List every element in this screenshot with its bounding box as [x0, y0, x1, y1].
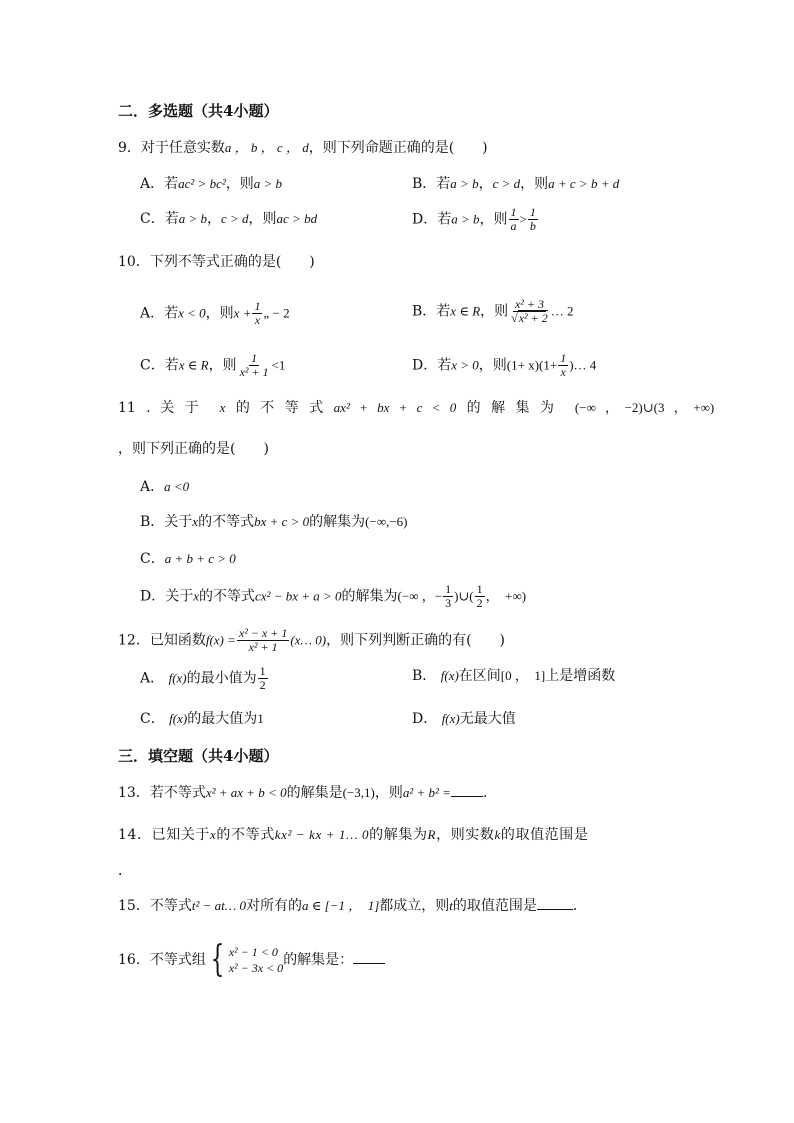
q13-answer-blank[interactable]: [451, 784, 483, 797]
q16-row-1: x² − 1 < 0: [228, 945, 278, 959]
q9-a-math1: ac² > bc²: [178, 176, 226, 191]
q10-b-sqrt: x² + 2: [518, 311, 548, 325]
q12-option-d: [412, 709, 516, 729]
q12-stem-b: ，则下列判断正确的有( ): [326, 632, 506, 649]
q12-d-text: 无最大值: [459, 711, 516, 727]
q10-d-math2: (1+ x)(1+: [506, 357, 558, 373]
q12-d-label: D．: [412, 711, 438, 727]
q11-b-post: 的解集为: [309, 514, 366, 530]
q11-option-d: [140, 583, 526, 610]
q11-inequality: ax² + bx + c < 0: [333, 400, 457, 415]
section-heading-fill-in: 三．填空题（共4小题）: [118, 747, 279, 765]
q12-f-den: x² + 1: [248, 640, 278, 654]
q11-b-x: x: [192, 514, 199, 529]
q10-d-math1: x > 0: [451, 357, 479, 373]
q10-d-text: ，则: [478, 357, 507, 374]
q12-c-label: C．: [140, 711, 165, 727]
q9-stem-tail: ，则下列命题正确的是( ): [308, 140, 488, 156]
q9-a-label: A．若: [140, 176, 179, 192]
q10-a-math2: x +: [233, 305, 252, 321]
q9-d-f2-den: b: [529, 219, 536, 233]
q11-stem-continued: ，则下列正确的是( ): [118, 441, 269, 457]
q12-option-b: [412, 666, 615, 686]
q9-stem-text: 9．对于任意实数: [118, 140, 225, 156]
q9-b-math2: c > d: [492, 176, 521, 191]
q10-b-label: B．若: [412, 303, 451, 320]
q10-a-f-num: 1: [254, 299, 261, 313]
q12-domain: (x… 0): [290, 632, 327, 648]
q12-b-interval: [0 ， 1]: [500, 668, 546, 683]
q13-end: ．: [482, 785, 497, 801]
q9-a-math2: a > b: [253, 176, 283, 191]
q11-d-post: 的解集为: [341, 588, 398, 605]
q12-f-num: x² − x + 1: [238, 626, 288, 640]
q14-x: x: [210, 827, 217, 842]
q14-text-a: 14．已知关于: [118, 827, 211, 843]
q10-b-math1: x ∈ R: [450, 303, 481, 319]
q10-d-f-num: 1: [560, 351, 567, 365]
q14-k: k: [494, 827, 501, 842]
q9-c-math3: ac > bd: [276, 211, 318, 226]
q12-fx: f(x) =: [205, 632, 236, 648]
q13-text-c: ，则: [374, 785, 403, 801]
q10-b-text: ，则: [480, 303, 509, 320]
q10-d-label: D．若: [412, 357, 452, 374]
q10-a-math3: „ − 2: [263, 305, 290, 321]
q15-text-d: 的取值范围是: [452, 898, 537, 914]
q15-text-b: 对所有的: [246, 898, 303, 914]
q10-c-math1: x ∈ R: [178, 357, 209, 373]
q12-b-fx: f(x): [440, 668, 459, 683]
question-12-stem: [118, 627, 505, 654]
q11-d-f1-den: 3: [445, 596, 452, 610]
q10-option-d: [412, 352, 596, 379]
q11-d-fraction-1: [443, 583, 453, 610]
q15-t: t: [449, 898, 453, 913]
q10-option-a: [140, 300, 290, 327]
q9-d-fraction-1: [509, 206, 519, 233]
left-brace-icon: {: [210, 939, 225, 980]
q10-b-f-num: x² + 3: [514, 297, 544, 311]
q10-c-text: ，则: [208, 357, 237, 374]
q15-text-a: 15．不等式: [118, 898, 192, 914]
q11-d-math: cx² − bx + a > 0: [255, 588, 342, 604]
q14-text-e: 的取值范围是: [500, 827, 589, 843]
q12-b-label: B．: [412, 668, 437, 684]
q9-b-math3: a + c > b + d: [548, 176, 620, 191]
q11-a-label: A．: [140, 479, 165, 495]
q12-b-text: 在区间: [458, 668, 501, 684]
q11-d-set-3: ， +∞): [485, 588, 527, 604]
q9-option-d: [412, 206, 539, 233]
q12-c-text: 的最大值为: [187, 711, 258, 727]
q10-c-f-num: 1: [251, 351, 258, 365]
q13-math1: x² + ax + b < 0: [205, 785, 287, 800]
q11-b-text: 的不等式: [198, 514, 255, 530]
q9-d-f1-num: 1: [510, 205, 517, 219]
q9-b-sep: ，: [478, 176, 493, 192]
q14-end: ．: [118, 863, 132, 879]
question-16: [118, 939, 385, 980]
q9-b-text: ，则: [520, 176, 549, 192]
q11-d-text: 的不等式: [199, 588, 256, 605]
q10-c-f-den: x² + 1: [239, 365, 269, 379]
q11-c-math: a + b + c > 0: [164, 551, 236, 566]
q11-solution-set: (−∞ ， −2)∪(3 ， +∞): [574, 400, 715, 415]
q9-c-text: ，则: [248, 211, 277, 227]
q15-math2: a ∈ [−1 ， 1]: [302, 898, 380, 913]
q14-R: R: [427, 827, 437, 842]
q16-row-2: x² − 3x < 0: [228, 961, 284, 975]
q11-var-x: x: [219, 400, 226, 415]
q9-d-f1-den: a: [510, 219, 517, 233]
q10-d-f-den: x: [560, 365, 566, 379]
q14-text-b: 的不等式: [216, 827, 275, 843]
q12-b-post: 上是增函数: [545, 668, 616, 684]
q12-a-fraction: [258, 665, 268, 692]
q14-text-d: ，则实数: [436, 827, 495, 843]
q10-c-label: C．若: [140, 357, 179, 374]
q9-d-math1: a > b: [451, 211, 480, 227]
q10-option-b: [412, 298, 574, 325]
q11-d-f1-num: 1: [445, 582, 452, 596]
q13-text-a: 13．若不等式: [118, 785, 206, 801]
q9-d-label: D．若: [412, 211, 452, 228]
q9-option-a: [140, 174, 282, 194]
question-10-stem: 10．下列不等式正确的是( ): [118, 254, 315, 270]
q14-text-c: 的解集为: [369, 827, 428, 843]
section-heading-multiple-choice: 二．多选题（共4小题）: [118, 102, 279, 120]
q10-a-fraction: [252, 300, 262, 327]
q11-stem-a: 11 ．关 于: [118, 400, 199, 416]
q9-d-f2-num: 1: [529, 205, 536, 219]
q13-math2: (−3,1): [342, 785, 375, 800]
q10-d-math3: )… 4: [569, 357, 597, 373]
q11-c-label: C．: [140, 551, 165, 567]
q12-a-f-den: 2: [259, 678, 266, 692]
q9-option-b: [412, 174, 619, 194]
q10-a-f-den: x: [254, 313, 261, 327]
q16-answer-blank[interactable]: [353, 951, 385, 964]
q11-d-label: D．关于: [140, 588, 194, 605]
q16-text-a: 16．不等式组: [118, 952, 206, 968]
q11-a-math: a <0: [164, 479, 190, 494]
q11-option-b: [140, 512, 408, 532]
q10-option-c: [140, 352, 285, 379]
q10-b-math2: … 2: [550, 303, 574, 319]
q12-option-a: [140, 665, 269, 692]
q9-a-text: ，则: [225, 176, 254, 192]
q10-c-fraction: [238, 352, 271, 379]
q11-d-f2-num: 1: [476, 582, 483, 596]
q11-b-label: B．关于: [140, 514, 193, 530]
question-9-stem: [118, 138, 488, 158]
q11-stem-c: 的 解 集 为: [466, 400, 555, 416]
q12-a-f-num: 1: [259, 664, 266, 678]
q12-option-c: [140, 709, 264, 729]
q9-b-label: B．若: [412, 176, 451, 192]
question-14: [118, 825, 588, 845]
q11-d-set-1: (−∞ ，−: [397, 588, 443, 604]
q10-c-math2: <1: [271, 357, 286, 373]
q9-d-text: ，则: [479, 211, 508, 228]
q10-a-label: A．若: [140, 305, 179, 322]
q13-math3: a² + b² =: [402, 785, 451, 800]
q9-option-c: [140, 209, 317, 229]
q10-b-f-den: √x² + 2: [511, 311, 548, 325]
q9-c-math1: a > b: [178, 211, 207, 226]
q15-text-c: 都成立，则: [379, 898, 450, 914]
q11-b-math: bx + c > 0: [254, 514, 310, 529]
q9-d-fraction-2: [528, 206, 538, 233]
q16-text-b: 的解集是：: [283, 952, 354, 968]
question-13: [118, 783, 497, 803]
q12-d-fx: f(x): [441, 711, 460, 726]
q11-option-c: [140, 549, 236, 569]
q12-a-fx: f(x): [168, 670, 187, 686]
q12-a-label: A．: [140, 670, 165, 687]
q15-answer-blank[interactable]: [537, 897, 573, 910]
q9-d-gt: >: [519, 211, 527, 227]
q15-end: ．: [572, 898, 587, 914]
q16-system: [229, 944, 283, 976]
q11-d-f2-den: 2: [476, 596, 483, 610]
q11-d-x: x: [193, 588, 200, 604]
q9-vars: a ， b ， c ， d: [224, 140, 309, 155]
q9-b-math1: a > b: [450, 176, 479, 191]
q12-fraction: [237, 627, 289, 654]
q11-d-set-2: )∪(: [454, 588, 474, 604]
q12-c-value: 1: [257, 711, 264, 726]
q13-text-b: 的解集是: [286, 785, 343, 801]
q12-c-fx: f(x): [169, 711, 188, 726]
q12-a-text: 的最小值为: [186, 670, 257, 687]
q10-a-text: ，则: [205, 305, 234, 322]
q12-stem-a: 12．已知函数: [118, 632, 206, 649]
question-11-stem: [118, 398, 714, 418]
q10-d-fraction: [558, 352, 568, 379]
q10-b-fraction: [509, 298, 550, 325]
q9-c-label: C．若: [140, 211, 179, 227]
q11-b-set: (−∞,−6): [365, 514, 408, 529]
q15-math1: t² − at… 0: [191, 898, 247, 913]
q10-a-math1: x < 0: [178, 305, 206, 321]
q9-c-math2: c > d: [221, 211, 249, 226]
q9-c-sep: ，: [207, 211, 221, 227]
q14-math1: kx² − kx + 1… 0: [274, 827, 370, 842]
q11-option-a: [140, 477, 189, 497]
q11-d-fraction-2: [475, 583, 485, 610]
question-15: [118, 896, 587, 916]
q11-stem-b: 的 不 等 式: [235, 400, 324, 416]
